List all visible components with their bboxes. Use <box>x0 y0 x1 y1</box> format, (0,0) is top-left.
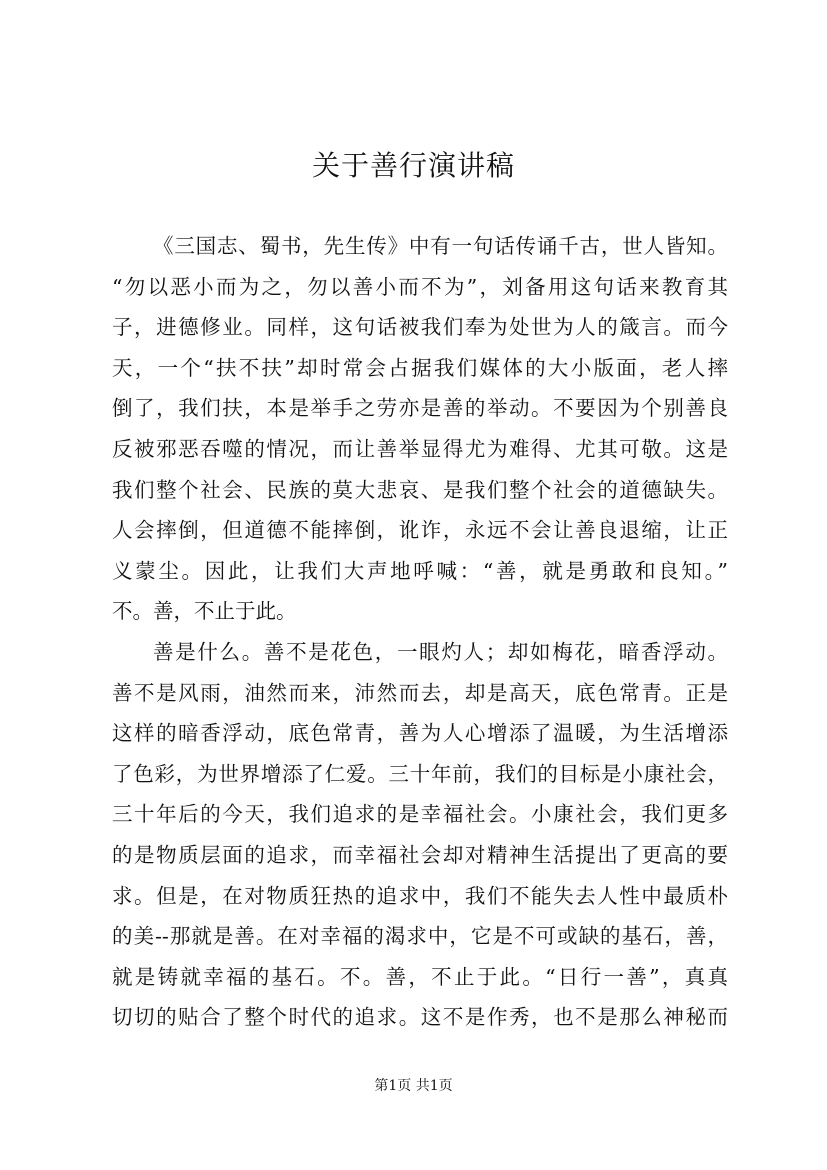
text-line: 善不是风雨，油然而来，沛然而去，却是高天，底色常青。正是 <box>112 680 728 705</box>
text-line: 的是物质层面的追求，而幸福社会却对精神生活提出了更高的要 <box>112 842 728 867</box>
text-line: 切切的贴合了整个时代的追求。这不是作秀，也不是那么神秘而 <box>112 1005 728 1030</box>
document-body <box>112 226 728 1038</box>
text-line: 反被邪恶吞噬的情况，而让善举显得尤为难得、尤其可敬。这是 <box>112 436 728 461</box>
page-number-footer: 第1页 共1页 <box>374 1078 453 1094</box>
text-line: 我们整个社会、民族的莫大悲哀、是我们整个社会的道德缺失。 <box>112 477 728 502</box>
text-line: 求。但是，在对物质狂热的追求中，我们不能失去人性中最质朴 <box>112 883 728 908</box>
text-line: 子，进德修业。同样，这句话被我们奉为处世为人的箴言。而今 <box>112 315 728 340</box>
text-line: 《三国志、蜀书，先生传》中有一句话传诵千古，世人皆知。 <box>153 234 728 258</box>
text-line: 善是什么。善不是花色，一眼灼人；却如梅花，暗香浮动。 <box>153 639 728 664</box>
text-line: 的美--那就是善。在对幸福的渴求中，它是不可或缺的基石，善， <box>112 924 728 949</box>
document-title: 关于善行演讲稿 <box>311 149 515 182</box>
text-line: 人会摔倒，但道德不能摔倒，讹诈，永远不会让善良退缩，让正 <box>112 518 728 543</box>
text-line: 天，一个“扶不扶”却时常会占据我们媒体的大小版面，老人摔 <box>112 355 728 380</box>
text-line: 三十年后的今天，我们追求的是幸福社会。小康社会，我们更多 <box>112 802 728 827</box>
text-line: “勿以恶小而为之，勿以善小而不为”，刘备用这句话来教育其 <box>112 274 728 299</box>
text-line: 倒了，我们扶，本是举手之劳亦是善的举动。不要因为个别善良 <box>112 396 728 421</box>
text-line: 了色彩，为世界增添了仁爱。三十年前，我们的目标是小康社会， <box>112 761 728 786</box>
text-line: 不。善，不止于此。 <box>112 599 297 624</box>
text-line: 就是铸就幸福的基石。不。善，不止于此。“日行一善”，真真 <box>112 964 728 989</box>
text-line: 这样的暗香浮动，底色常青，善为人心增添了温暖，为生活增添 <box>112 721 728 746</box>
text-line: 义蒙尘。因此，让我们大声地呼喊：“善，就是勇敢和良知。” <box>112 558 728 583</box>
